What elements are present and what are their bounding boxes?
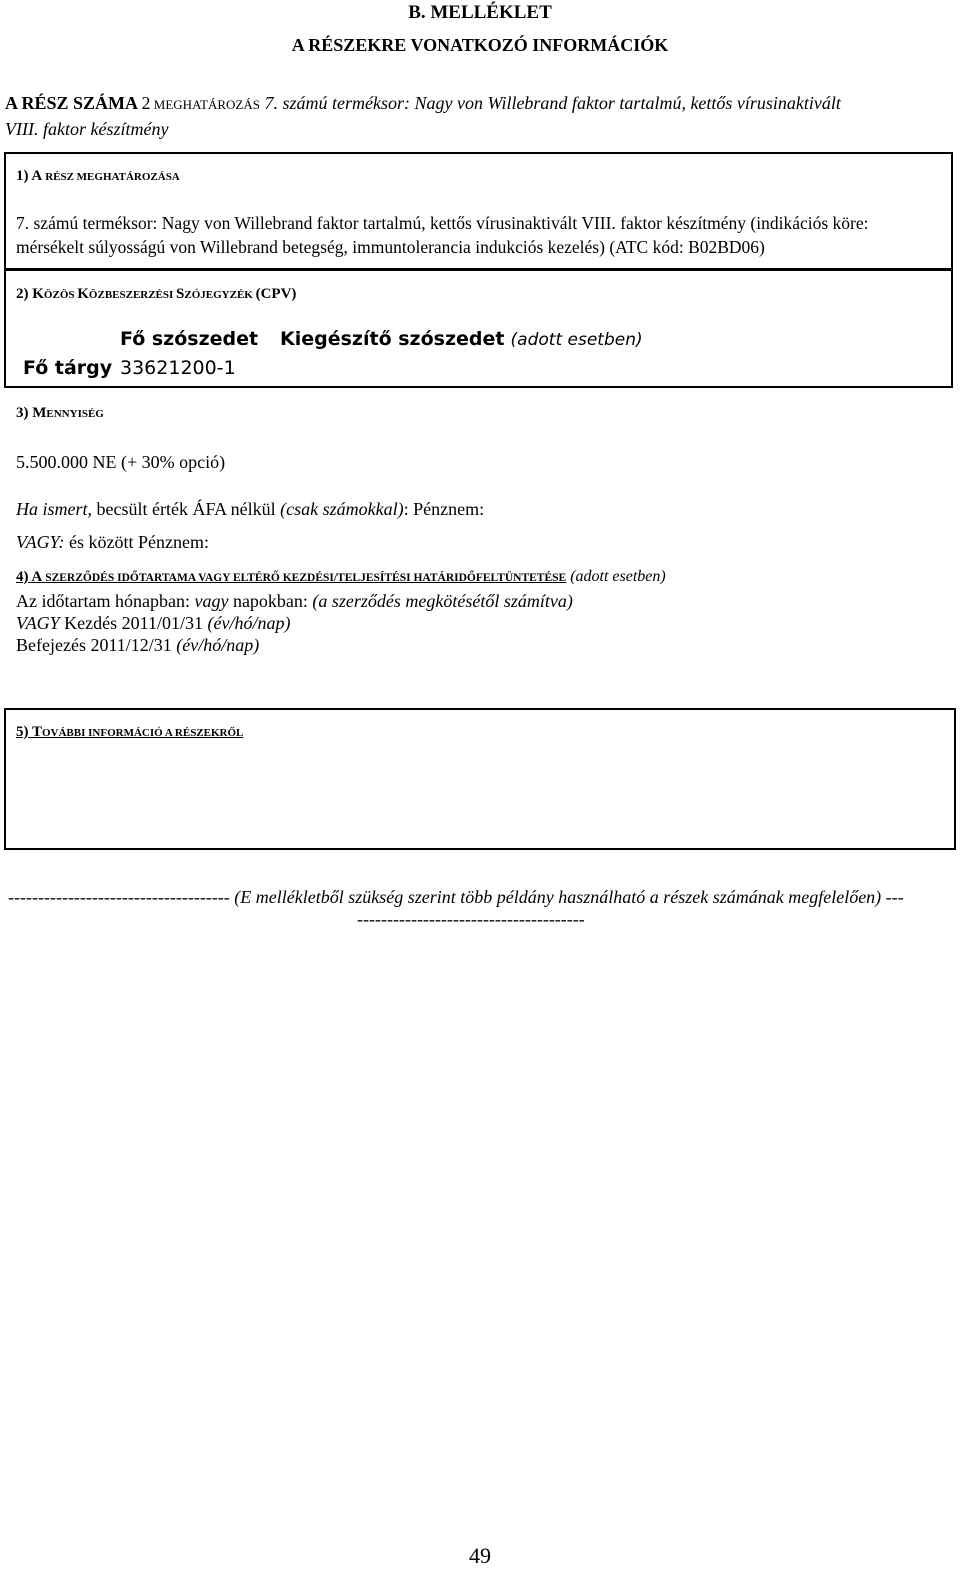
annex-title: B. MELLÉKLET: [408, 2, 552, 23]
quantity-value: 5.500.000 NE (+ 30% opció): [16, 452, 226, 472]
multiple-copies-note: ------------------------------------- (E mellékletből szükség szerint több példány használható a részek számának megfelelően) ---: [8, 887, 904, 907]
section-5-heading: 5) TOVÁBBI INFORMÁCIÓ A RÉSZEKRŐL: [16, 724, 244, 740]
part-number-label: A RÉSZ SZÁMA 2 MEGHATÁROZÁS: [5, 93, 260, 113]
part-intro: [5, 91, 950, 141]
section-divider: [4, 268, 953, 271]
main-object-label: Fő tárgy: [23, 357, 113, 379]
cpv-code: 33621200-1: [120, 357, 236, 379]
page-number: 49: [469, 1543, 491, 1568]
section-1-heading: 1) A RÉSZ MEGHATÁROZÁSA: [16, 168, 180, 184]
annex-subtitle: A RÉSZEKRE VONATKOZÓ INFORMÁCIÓK: [291, 35, 669, 55]
section-3-heading: 3) MENNYISÉG: [16, 405, 104, 421]
section-1-content: 7. számú terméksor: Nagy von Willebrand faktor tartalmú, kettős vírusinaktivált VIII. faktor készítmény (indikációs köre: mérsékelt súlyosságú von Willebrand betegség, immuntolerancia indukciós kezelés) (ATC kód: B02BD06): [16, 213, 869, 257]
estimated-value-line: Ha ismert, becsült érték ÁFA nélkül (csak számokkal): Pénznem:: [16, 499, 485, 519]
part-intro-text: 7. számú terméksor: Nagy von Willebrand faktor tartalmú, kettős vírusinaktivált: [259, 93, 841, 113]
section-2-heading: 2) KÖZÖS KÖZBESZERZÉSI SZÓJEGYZÉK (CPV): [16, 286, 297, 302]
note-dashes: --------------------------------------: [357, 909, 585, 929]
main-vocabulary-label: Fő szószedet: [120, 328, 259, 350]
value-range-line: VAGY: és között Pénznem:: [16, 532, 209, 552]
section-4-content: Az időtartam hónapban: vagy napokban: (a szerződés megkötésétől számítva) VAGY Kezdés 2011/01/31 (év/hó/nap) Befejezés 2011/12/31 (év/hó/nap): [16, 591, 573, 655]
supplementary-vocabulary-label: Kiegészítő szószedet (adott esetben): [280, 328, 643, 350]
section-4-heading: 4) A SZERZŐDÉS IDŐTARTAMA VAGY ELTÉRŐ KEZDÉSI/TELJESÍTÉSI HATÁRIDŐFELTÜNTETÉSE (adott esetben): [16, 568, 666, 585]
part-intro-text-2: VIII. faktor készítmény: [5, 119, 169, 139]
